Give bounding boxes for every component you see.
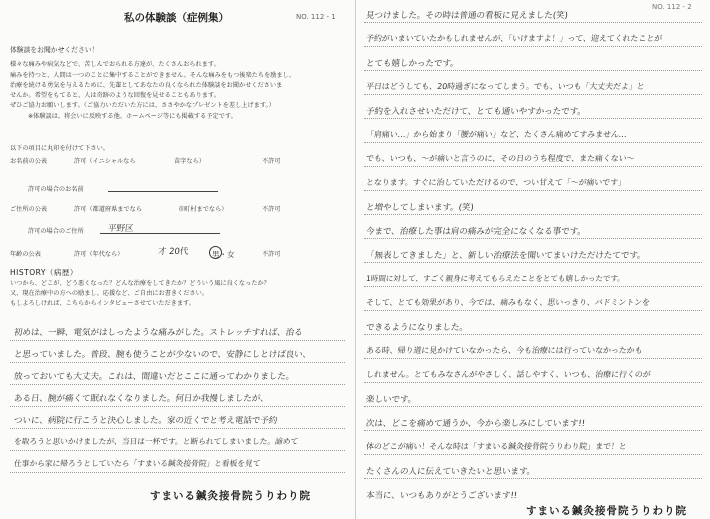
ruled-line	[364, 166, 702, 167]
circle-mark	[209, 246, 222, 259]
age-label: 年齢の公表	[10, 251, 41, 258]
age-no-permit: 不許可	[262, 251, 281, 258]
ruled-line	[10, 406, 345, 407]
story-line: できるようになりました。	[365, 323, 469, 333]
story-line: 「肩痛い…」から始まり「腰が痛い」など、たくさん痛めてすみません…	[365, 130, 628, 139]
ruled-line	[364, 190, 702, 191]
history-heading: HISTORY（病歴）	[10, 268, 78, 277]
address-permit-option: 許可（都道府県までなら	[74, 206, 143, 213]
name-if-permitted: 許可の場合のお名前	[28, 186, 84, 193]
story-line: しれません。とてもみなさんがやさしく、話しやすく、いつも、治療に行くのが	[365, 370, 652, 379]
history-line: 放っておいても大丈夫。これは、間違いだとここに通ってわかりました。	[13, 372, 295, 382]
clinic-signature: すまいる鍼灸接骨院うりわり院	[526, 505, 687, 517]
ruled-line	[364, 94, 702, 95]
age-permit-option: 許可（年代なら）	[74, 251, 124, 258]
ruled-line	[364, 454, 702, 455]
clinic-signature: すまいる鍼灸接骨院うりわり院	[150, 490, 311, 502]
ruled-line	[364, 142, 702, 143]
ruled-line	[10, 450, 345, 451]
story-line: 平日はどうしても、20時過ぎになってしまう。でも、いつも「大丈夫だよ」と	[365, 82, 646, 91]
gender-option: 男・女	[212, 250, 235, 259]
story-line: 1時間に対して、すごく親身に考えてもらえたことをとても嬉しかったです。	[365, 274, 626, 283]
page-number: NO. 112 - 2	[652, 3, 692, 11]
story-line: とても嬉しかったです。	[365, 59, 460, 69]
address-no-permit: 不許可	[262, 206, 281, 213]
intro-note: ※体験談は、将会いに反映する他、ホームページ等にも掲載する予定です。	[28, 113, 237, 120]
story-line: 「無表してきました」と、新しい治療法を聞いてまいけただけたてです。	[365, 251, 647, 261]
address-city-option: 市町村までなら）	[178, 206, 228, 213]
address-if-permitted: 許可の場合のご住所	[28, 228, 84, 235]
story-line: 楽しいです。	[365, 395, 417, 405]
name-label: お名前の公表	[10, 158, 48, 165]
intro-heading: 体験談をお聞かせください！	[10, 46, 99, 54]
age-value: 才 20代	[157, 247, 189, 257]
ruled-line	[10, 340, 345, 341]
ruled-line	[364, 46, 702, 47]
intro-line: 治療を続ける勇気を与えるために、先輩としてあなたの良くなられた体験談をお聞かせくださいま	[10, 82, 283, 89]
ruled-line	[10, 362, 345, 363]
story-line: 予約を入れさせいただけて、とても通いやすかったです。	[365, 107, 587, 117]
page-title: 私の体験談（症例集）	[124, 12, 229, 24]
history-prompt: いつから、どこが、どう悪くなった？どんな治療をしてきたか？どういう風に良くなったか？	[10, 280, 270, 287]
page-number: NO. 112 - 1	[296, 13, 336, 21]
story-line: そして、とても効果があり、今では、痛みもなく、思いっきり、バドミントンを	[365, 298, 651, 307]
ruled-line	[10, 384, 345, 385]
ruled-line	[364, 358, 702, 359]
intro-line: 様々な痛みや病気などで、苦しんでおられる方達が、たくさんおられます。	[10, 61, 220, 68]
ruled-line	[364, 310, 702, 311]
story-line: 見つけました。その時は普通の看板に見えました(笑)	[365, 11, 569, 21]
ruled-line	[364, 238, 702, 239]
address-label: ご住所の公表	[10, 206, 48, 213]
story-line: 体のどこが痛い！そんな時は「すまいる鍼灸接骨院うりわり院」まで！と	[365, 442, 628, 451]
story-line: 本当に、いつもありがとうございます!!	[365, 491, 518, 501]
history-line: 仕事から家に帰ろうとしていたら「すまいる鍼灸接骨院」と看板を見て	[13, 459, 261, 468]
ruled-line	[364, 406, 702, 407]
story-line: となります。すぐに治していただけるので、つい甘えて「〜が痛いです」	[365, 178, 627, 187]
ruled-line	[10, 472, 345, 473]
right-page	[356, 0, 710, 519]
ruled-line	[364, 118, 702, 119]
history-line: を取ろうと思いかけましたが、当日は一杯です。と断られてしまいました。諦めて	[13, 437, 299, 446]
ruled-line	[364, 262, 702, 263]
intro-line: 痛みを持つと、人間は一つのことに集中することができません。そんな痛みをもつ後楽たちを励まし、	[10, 72, 295, 79]
ruled-line	[364, 70, 702, 71]
intro-line: ぜひご協力お願いします。（ご協力いただいた方には、ささやかなプレゼントを差し上げます。）	[10, 102, 275, 109]
history-line: 初めは、一瞬、電気がはしったような痛みがした。ストレッチすれば、治る	[13, 328, 304, 338]
ruled-line	[10, 428, 345, 429]
ruled-line	[364, 478, 702, 479]
ruled-line	[364, 334, 702, 335]
name-no-permit: 不許可	[262, 158, 281, 165]
history-prompt: 又、現在治療中の方への励まし、応援など、ご自由にお書きください。	[10, 290, 208, 297]
ruled-line	[364, 214, 702, 215]
ruled-line	[364, 22, 702, 23]
story-line: たくさんの人に伝えていきたいと思います。	[365, 467, 536, 477]
ruled-line	[364, 382, 702, 383]
story-line: ある時、帰り道に見かけていなかったら、今も治療には行っていなかったかも	[365, 346, 643, 355]
intro-line: せんか。希望をもてると、人は奇跡のような回復を見せることもあります。	[10, 92, 220, 99]
history-line: と思っていました。普段、腕も使うことが少ないので、安静にしとけば良い、	[13, 350, 312, 360]
name-surname-option: 苗字なら）	[174, 158, 205, 165]
form-instruction: 以下の項目に丸印を付けて下さい。	[10, 145, 109, 152]
history-prompt: もしよろしければ、こちらからインタビューさせていただきます。	[10, 300, 195, 307]
history-line: ある日、腕が痛くて眠れなくなりました。何日か我慢しましたが、	[13, 394, 270, 404]
name-field-line	[108, 191, 218, 192]
story-line: でも、いつも、〜が痛いと言うのに、その日のうち程度で、また痛くない〜	[365, 154, 635, 163]
address-field-line	[100, 233, 220, 234]
ruled-line	[364, 286, 702, 287]
history-line: ついに、病院に行こうと決心しました。家の近くでと考え電話で予約	[13, 416, 278, 426]
story-line: 次は、どこを痛めて通うか、今から楽しみにしています!!	[365, 419, 586, 429]
address-value: 平野区	[107, 224, 134, 234]
story-line: 今まで、治療した事は肩の痛みが完全になくなる事です。	[365, 227, 587, 237]
story-line: 予約がいまいていたかもしれませんが、「いけますよ！」って、迎えてくれたことが	[365, 34, 663, 43]
name-permit-option: 許可（イニシャルなら	[74, 158, 136, 165]
story-line: と増やしてしまいます。(笑)	[365, 203, 475, 213]
ruled-line	[364, 430, 702, 431]
